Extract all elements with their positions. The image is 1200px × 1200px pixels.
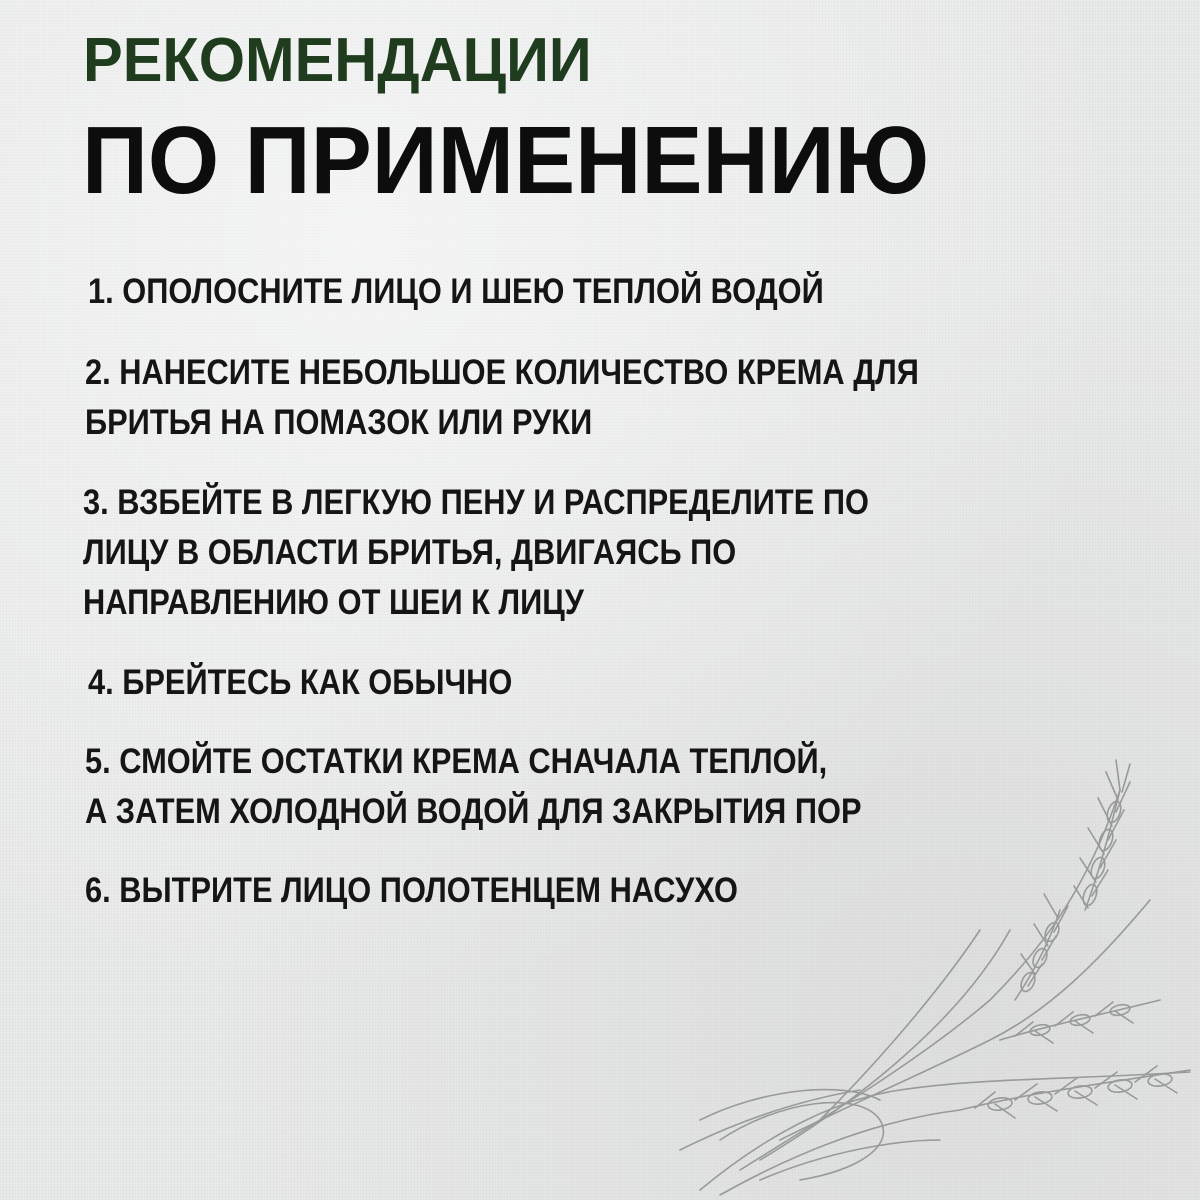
heading-line-2: ПО ПРИМЕНЕНИЮ [82,107,930,214]
heading-line-1: РЕКОМЕНДАЦИИ [83,26,592,95]
step-4: 4. БРЕЙТЕСЬ КАК ОБЫЧНО [88,663,513,702]
step-6: 6. ВЫТРИТЕ ЛИЦО ПОЛОТЕНЦЕМ НАСУХО [85,871,738,910]
step-1: 1. ОПОЛОСНИТЕ ЛИЦО И ШЕЮ ТЕПЛОЙ ВОДОЙ [88,272,824,311]
step-5: 5. СМОЙТЕ ОСТАТКИ КРЕМА СНАЧАЛА ТЕПЛОЙ, А ЗАТЕМ ХОЛОДНОЙ ВОДОЙ ДЛЯ ЗАКРЫТИЯ ПОР [85,742,862,831]
step-2: 2. НАНЕСИТЕ НЕБОЛЬШОЕ КОЛИЧЕСТВО КРЕМА ДЛЯ БРИТЬЯ НА ПОМАЗОК ИЛИ РУКИ [85,353,919,442]
step-3: 3. ВЗБЕЙТЕ В ЛЕГКУЮ ПЕНУ И РАСПРЕДЕЛИТЕ ПО ЛИЦУ В ОБЛАСТИ БРИТЬЯ, ДВИГАЯСЬ ПО НАПРАВЛЕНИЮ ОТ ШЕИ К ЛИЦУ [83,483,869,622]
